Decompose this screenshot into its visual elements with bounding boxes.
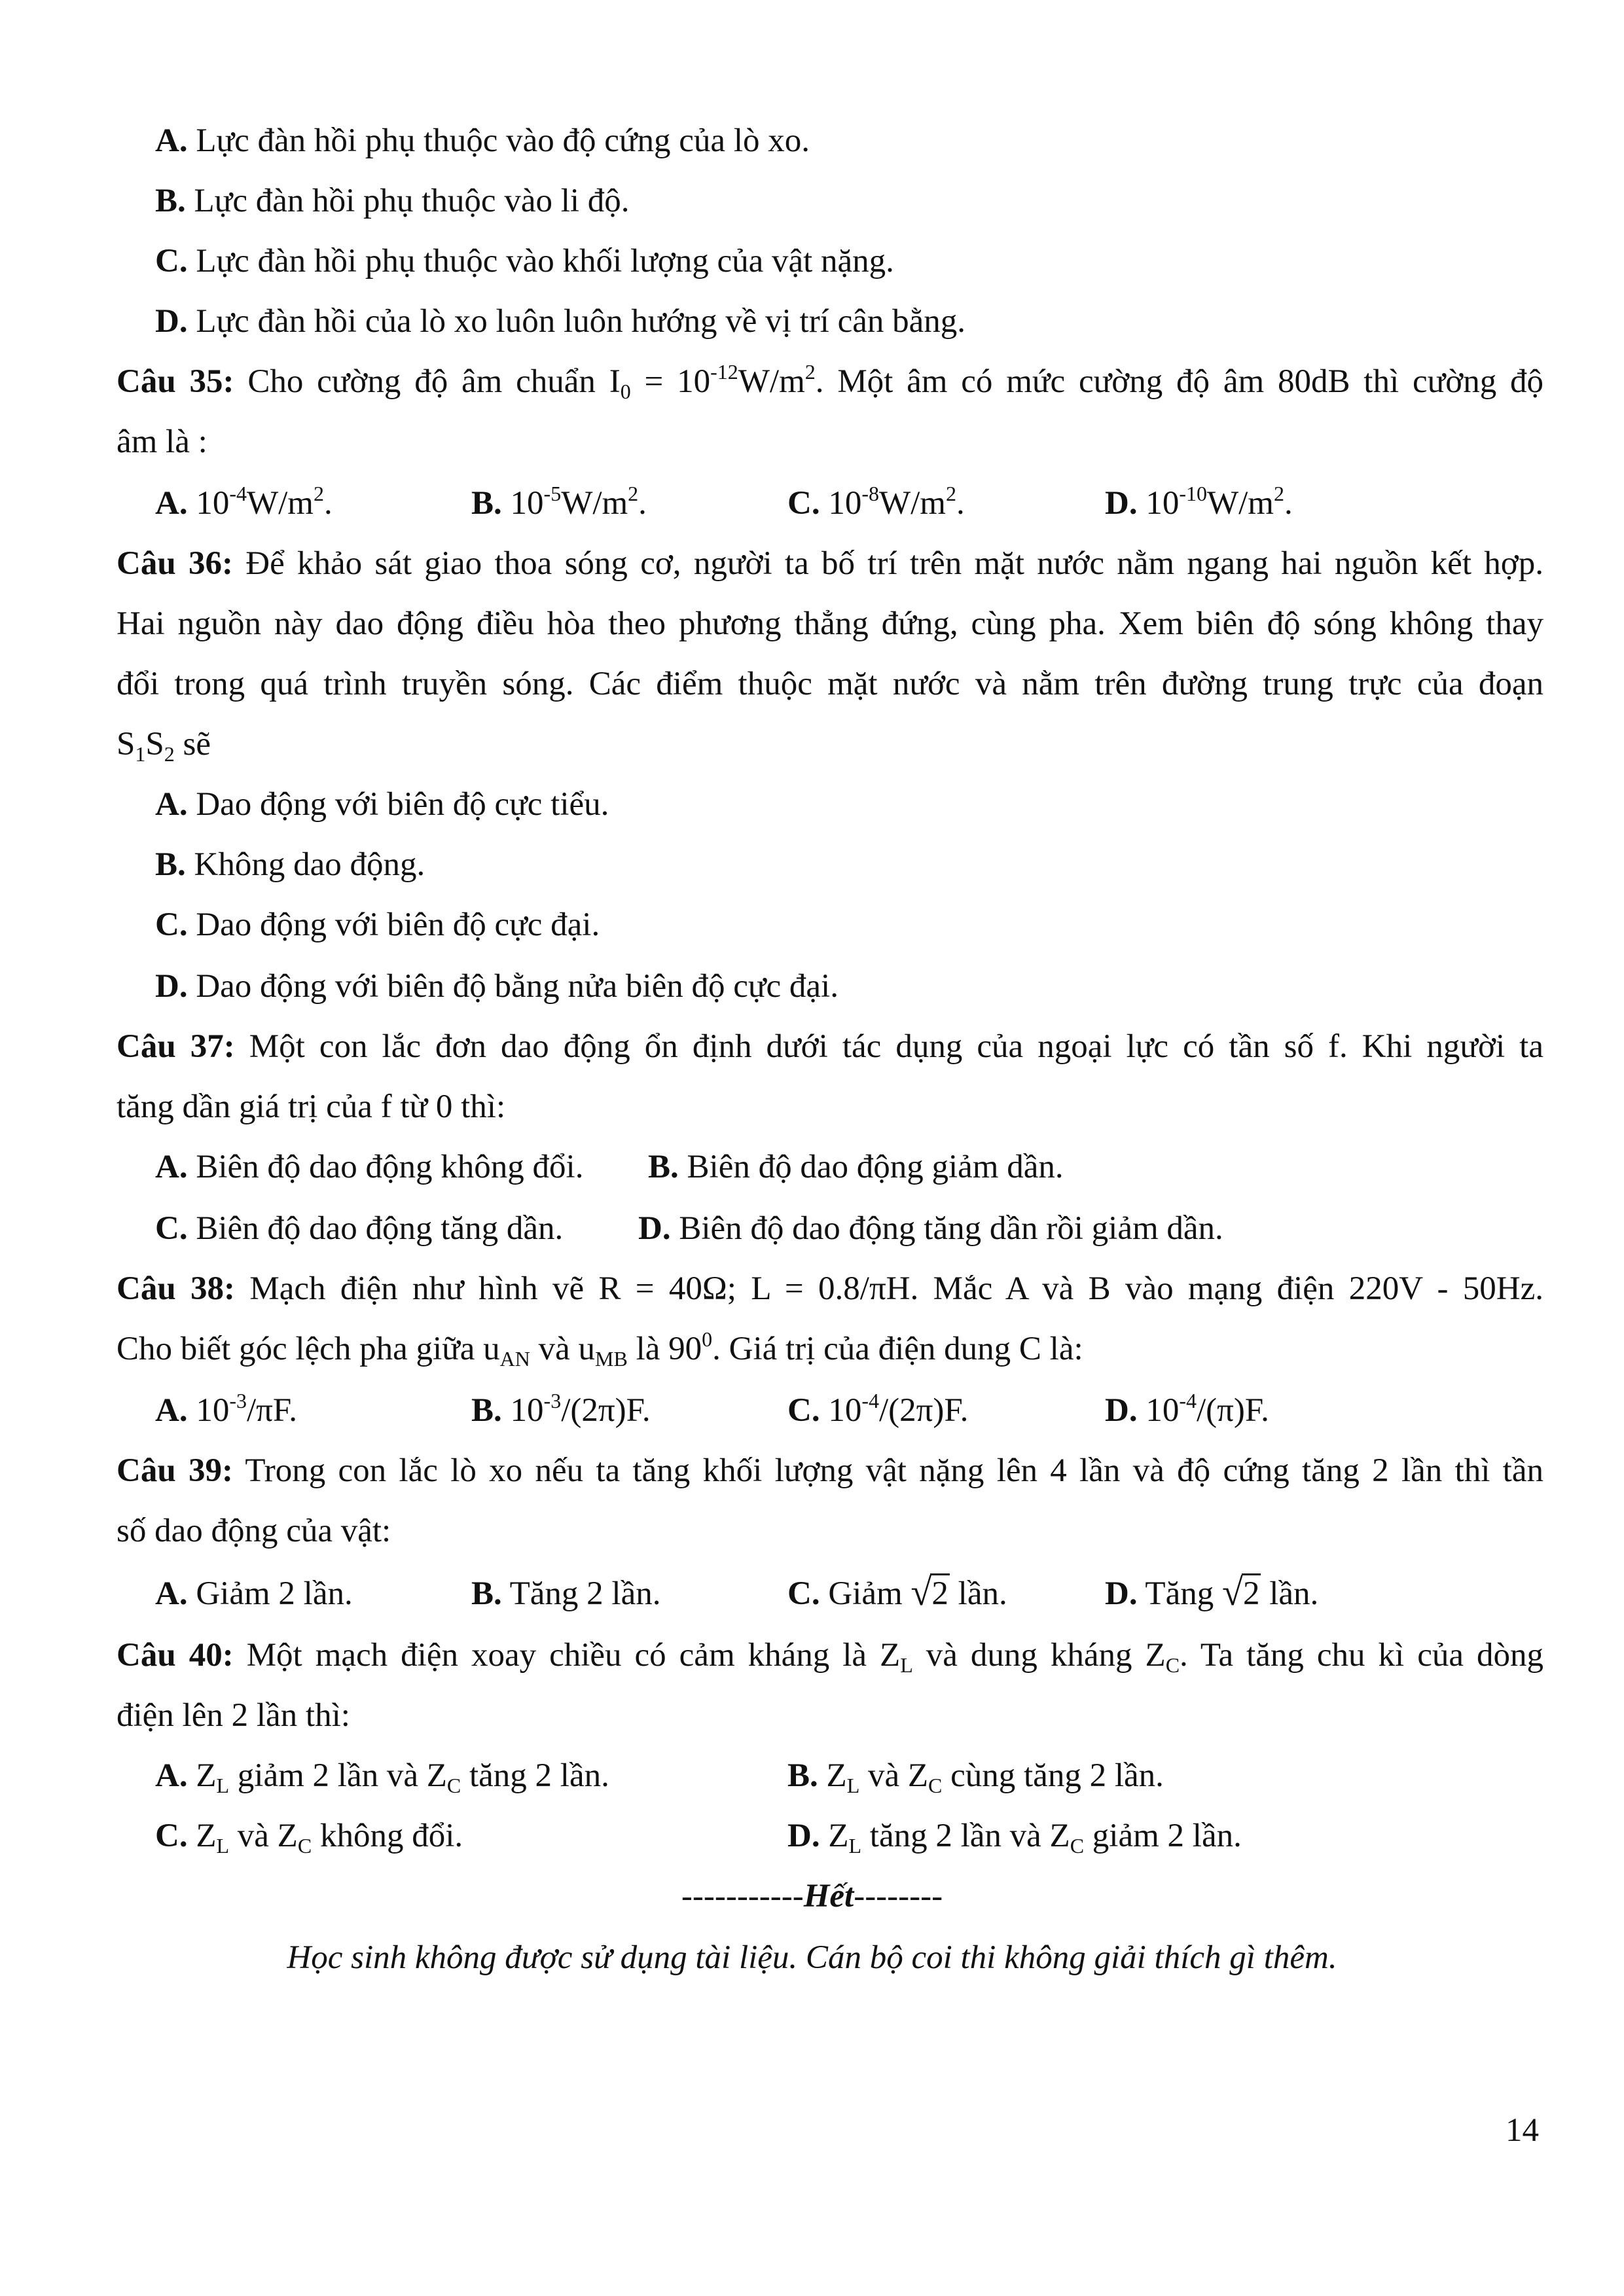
q36-option-a: A. Dao động với biên độ cực tiểu. (155, 786, 609, 823)
q34-option-b: B. Lực đàn hồi phụ thuộc vào li độ. (155, 183, 630, 219)
square-root-symbol: √ 2 (1221, 1571, 1260, 1613)
q37-option-b: B. Biên độ dao động giảm dần. (648, 1149, 1064, 1185)
page-number: 14 (1506, 2112, 1539, 2149)
q39-stem-line2: số dao động của vật: (117, 1513, 391, 1549)
end-marker: -----------Hết-------- (681, 1878, 943, 1914)
q37-stem-line1: Câu 37: Một con lắc đơn dao động ổn định dưới tác dụng của ngoại lực có tần số f. Khi người ta (117, 1028, 1543, 1065)
q34-option-c: C. Lực đàn hồi phụ thuộc vào khối lượng của vật nặng. (155, 243, 894, 279)
q35-option-b: B. $10^{-5}W/m^2$. (471, 482, 647, 522)
q36-stem-line2: Hai nguồn này dao động điều hòa theo phương thẳng đứng, cùng pha. Xem biên độ sóng không thay (117, 605, 1543, 642)
q40-option-c: C. $Z_L$ và $Z_C$ không đổi. (155, 1818, 463, 1857)
q38-stem-line2: Cho biết góc lệch pha giữa $u_{AN}$ và $u_{MB}$ là $90^0$. Giá trị của điện dung C là: (117, 1327, 1083, 1371)
q36-option-c: C. Dao động với biên độ cực đại. (155, 906, 600, 943)
q40-option-d: D. $Z_L$ tăng 2 lần và $Z_C$ giảm 2 lần. (787, 1818, 1242, 1857)
q39-stem-line1: Câu 39: Trong con lắc lò xo nếu ta tăng khối lượng vật nặng lên 4 lần và độ cứng tăng 2 lần thì tần (117, 1452, 1543, 1489)
q37-option-a: A. Biên độ dao động không đổi. (155, 1149, 584, 1185)
q40-option-b: B. $Z_L$ và $Z_C$ cùng tăng 2 lần. (787, 1757, 1164, 1797)
q40-option-a: A. $Z_L$ giảm 2 lần và $Z_C$ tăng 2 lần. (155, 1757, 609, 1797)
q36-stem-line3: đổi trong quá trình truyền sóng. Các điểm thuộc mặt nước và nằm trên đường trung trực của đoạn (117, 666, 1543, 702)
q38-option-a: A. $10^{-3}/\pi F$. (155, 1389, 297, 1429)
q36-stem-line4: $S_1S_2$ sẽ (117, 726, 211, 766)
q35-option-c: C. $10^{-8}W/m^2$. (787, 482, 965, 522)
q39-option-c: C. Giảm √ 2 lần. (787, 1571, 1007, 1613)
q40-stem-line2: điện lên 2 lần thì: (117, 1697, 350, 1734)
q39-option-d: D. Tăng √ 2 lần. (1105, 1571, 1319, 1613)
q37-option-c: C. Biên độ dao động tăng dần. (155, 1210, 564, 1247)
q38-option-d: D. $10^{-4}/(\pi)F$. (1105, 1389, 1269, 1429)
q40-stem-line1: Câu 40: Một mạch điện xoay chiều có cảm kháng là $Z_L$ và dung kháng $Z_C$. Ta tăng chu kì của dòng (117, 1637, 1543, 1677)
q38-stem-line1: Câu 38: Mạch điện như hình vẽ R = 40Ω; L = 0.8/πH. Mắc A và B vào mạng điện 220V - 50Hz. (117, 1270, 1544, 1307)
q36-option-b: B. Không dao động. (155, 846, 425, 883)
q36-option-d: D. Dao động với biên độ bằng nửa biên độ cực đại. (155, 968, 839, 1005)
q38-option-c: C. $10^{-4}/(2\pi)F$. (787, 1389, 969, 1429)
q34-option-a: A. Lực đàn hồi phụ thuộc vào độ cứng của lò xo. (155, 122, 810, 159)
q35-stem-line1: Câu 35: Cho cường độ âm chuẩn $I_0 = 10^{-12}W/m^2$. Một âm có mức cường độ âm 80dB thì cường độ (117, 360, 1544, 403)
q34-option-d: D. Lực đàn hồi của lò xo luôn luôn hướng về vị trí cân bằng. (155, 303, 966, 340)
q39-option-b: B. Tăng 2 lần. (471, 1575, 661, 1612)
q38-option-b: B. $10^{-3}/(2\pi)F$. (471, 1389, 651, 1429)
q37-stem-line2: tăng dần giá trị của f từ 0 thì: (117, 1088, 506, 1125)
q35-stem-line2: âm là : (117, 423, 208, 460)
q39-option-a: A. Giảm 2 lần. (155, 1575, 353, 1612)
q35-option-d: D. $10^{-10}W/m^2$. (1105, 482, 1293, 522)
q36-stem-line1: Câu 36: Để khảo sát giao thoa sóng cơ, người ta bố trí trên mặt nước nằm ngang hai nguồn kết hợp. (117, 545, 1543, 582)
exam-instruction-note: Học sinh không được sử dụng tài liệu. Cán bộ coi thi không giải thích gì thêm. (287, 1939, 1337, 1976)
square-root-symbol: √ 2 (911, 1571, 948, 1613)
q37-option-d: D. Biên độ dao động tăng dần rồi giảm dần. (638, 1210, 1223, 1247)
q35-option-a: A. $10^{-4}W/m^2$. (155, 482, 333, 522)
